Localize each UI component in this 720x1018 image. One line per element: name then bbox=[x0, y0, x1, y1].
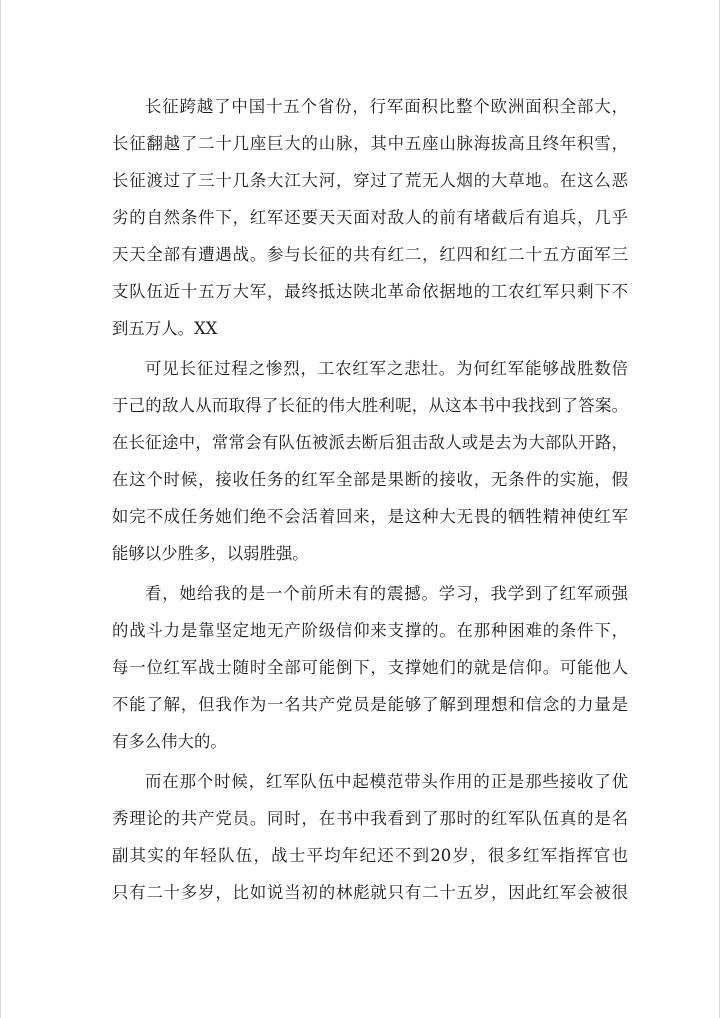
text-line: 于己的敌人从而取得了长征的伟大胜利呢，从这本书中我找到了答案。 bbox=[112, 396, 628, 415]
text-line: 劣的自然条件下，红军还要天天面对敌人的前有堵截后有追兵，几乎 bbox=[112, 208, 628, 227]
paragraph bbox=[112, 763, 628, 911]
text-line: 的战斗力是靠坚定地无产阶级信仰来支撑的。在那种困难的条件下， bbox=[112, 621, 628, 640]
text-line: 副其实的年轻队伍，战士平均年纪还不到20岁，很多红军指挥官也 bbox=[112, 846, 628, 865]
text-line: 而在那个时候，红军队伍中起模范带头作用的正是那些接收了优 bbox=[145, 772, 628, 791]
text-line: 长征跨越了中国十五个省份，行军面积比整个欧洲面积全部大， bbox=[145, 97, 628, 116]
text-line: 在这个时候，接收任务的红军全部是果断的接收，无条件的实施，假 bbox=[112, 470, 628, 489]
text-line: 可见长征过程之惨烈，工农红军之悲壮。为何红军能够战胜数倍 bbox=[145, 359, 628, 378]
text-line: 如完不成任务她们绝不会活着回来，是这种大无畏的牺牲精神使红军 bbox=[112, 507, 628, 526]
text-line: 天天全部有遭遇战。参与长征的共有红二，红四和红二十五方面军三 bbox=[112, 245, 628, 264]
text-line: 在长征途中，常常会有队伍被派去断后狙击敌人或是去为大部队开路， bbox=[112, 433, 628, 452]
document-body bbox=[112, 88, 628, 911]
text-line: 长征翻越了二十几座巨大的山脉，其中五座山脉海拔高且终年积雪， bbox=[112, 134, 628, 153]
text-line: 只有二十多岁，比如说当初的林彪就只有二十五岁，因此红军会被很 bbox=[112, 883, 628, 902]
text-line: 每一位红军战士随时全部可能倒下，支撑她们的就是信仰。可能他人 bbox=[112, 658, 628, 677]
text-line: 不能了解，但我作为一名共产党员是能够了解到理想和信念的力量是 bbox=[112, 695, 628, 714]
text-line: 支队伍近十五万大军，最终抵达陕北革命依据地的工农红军只剩下不 bbox=[112, 282, 628, 301]
text-line: 到五万人。XX bbox=[112, 319, 218, 338]
text-line: 长征渡过了三十几条大江大河，穿过了荒无人烟的大草地。在这么恶 bbox=[112, 171, 628, 190]
text-line: 秀理论的共产党员。同时，在书中我看到了那时的红军队伍真的是名 bbox=[112, 809, 628, 828]
paragraph bbox=[112, 575, 628, 760]
text-line: 能够以少胜多，以弱胜强。 bbox=[112, 544, 309, 563]
paragraph bbox=[112, 350, 628, 572]
text-line: 看，她给我的是一个前所未有的震撼。学习，我学到了红军顽强 bbox=[145, 584, 628, 603]
paragraph bbox=[112, 88, 628, 347]
text-line: 有多么伟大的。 bbox=[112, 732, 227, 751]
